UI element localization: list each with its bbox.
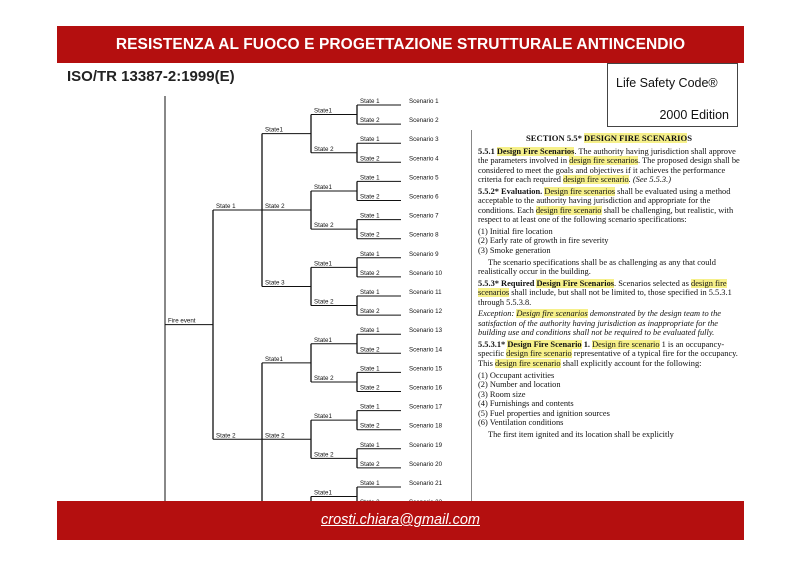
leaf-state-label: State 2 <box>360 269 380 277</box>
leaf-state-label: State 2 <box>360 384 380 392</box>
list-item: (3) Room size <box>478 389 526 399</box>
leaf-state-label: State 1 <box>360 327 380 335</box>
paragraph-last: The first item ignited and its location shall be explicitly <box>488 429 674 439</box>
scenario-label: Scenario 20 <box>409 460 443 468</box>
list-item: (6) Ventilation conditions <box>478 418 564 428</box>
scenario-label: Scenario 13 <box>409 327 443 335</box>
list-item: (3) Smoke generation <box>478 246 551 256</box>
scenario-label: Scenario 15 <box>409 365 443 373</box>
leaf-state-label: State 2 <box>360 308 380 316</box>
scenario-spec-list <box>478 227 740 256</box>
leaf-state-label: State 1 <box>360 250 380 258</box>
list-item: (1) Occupant activities <box>478 370 555 380</box>
leaf-state-label: State 1 <box>360 365 380 373</box>
leaf-state-label: State 2 <box>360 422 380 430</box>
scenario-label: Scenario 6 <box>409 193 439 201</box>
occupancy-list <box>478 371 740 428</box>
leaf-state-label: State 2 <box>360 155 380 163</box>
lsc-edition: 2000 Edition <box>659 108 729 122</box>
level1-state-label: State 2 <box>216 432 236 440</box>
leaf-state-label: State 2 <box>360 460 380 468</box>
level2-state-label: State1 <box>265 355 283 363</box>
life-safety-code-box <box>607 63 738 127</box>
leaf-state-label: State 1 <box>360 403 380 411</box>
scenario-label: Scenario 12 <box>409 308 443 316</box>
level3-state-label: State 2 <box>314 298 334 306</box>
list-item: (4) Furnishings and contents <box>478 399 574 409</box>
exception-note: Exception: Design fire scenarios demonstrated by the design team to the satisfaction of the authority having jurisdiction as inappropriate for the building use and conditions shall not be required to be evaluated fully. <box>478 309 721 338</box>
slide-title: RESISTENZA AL FUOCO E PROGETTAZIONE STRUTTURALE ANTINCENDIO <box>57 26 744 63</box>
level2-state-label: State 2 <box>265 203 285 211</box>
scenario-label: Scenario 18 <box>409 422 443 430</box>
paragraph-5-5-3: 5.5.3* Required Design Fire Scenarios. Scenarios selected as design fire scenarios shall include, but shall not be limited to, those specified in 5.5.3.1 through 5.5.3.8. <box>478 278 732 307</box>
leaf-state-label: State 2 <box>360 117 380 125</box>
lsc-title: Life Safety Code® <box>616 76 718 90</box>
leaf-state-label: State 1 <box>360 289 380 296</box>
level2-state-label: State1 <box>265 126 283 134</box>
paragraph-5-5-1: 5.5.1 Design Fire Scenarios. The authority having jurisdiction shall approve the parameters involved in design fire scenarios. The proposed design shall be considered to meet the goals and objectives if it achieves the performance criteria for each required design fire scenario. (See 5.5.3.) <box>478 146 740 185</box>
level3-state-label: State1 <box>314 336 332 344</box>
footer-email[interactable]: crosti.chiara@gmail.com <box>57 501 744 540</box>
level2-state-label: State 2 <box>265 432 285 440</box>
scenario-label: Scenario 2 <box>409 117 439 125</box>
list-item: (2) Early rate of growth in fire severity <box>478 236 609 246</box>
level3-state-label: State1 <box>314 489 332 497</box>
scenario-label: Scenario 11 <box>409 289 442 296</box>
leaf-state-label: State 1 <box>360 174 380 182</box>
slide <box>57 26 744 540</box>
code-excerpt <box>471 130 744 502</box>
leaf-state-label: State 1 <box>360 98 380 105</box>
scenario-label: Scenario 8 <box>409 231 439 239</box>
level3-state-label: State 2 <box>314 222 334 230</box>
leaf-state-label: State 2 <box>360 231 380 239</box>
level3-state-label: State1 <box>314 260 332 268</box>
leaf-state-label: State 1 <box>360 480 380 487</box>
list-item: (1) Initial fire location <box>478 226 553 236</box>
leaf-state-label: State 1 <box>360 136 380 144</box>
level3-state-label: State 2 <box>314 451 334 459</box>
leaf-state-label: State 2 <box>360 346 380 354</box>
iso-standard-title: ISO/TR 13387-2:1999(E) <box>67 68 235 85</box>
event-tree-diagram <box>57 63 471 501</box>
scenario-label: Scenario 16 <box>409 384 443 392</box>
scenario-label: Scenario 7 <box>409 212 439 220</box>
level1-state-label: State 1 <box>216 203 236 211</box>
leaf-state-label: State 1 <box>360 441 380 449</box>
section-heading: SECTION 5.5* DESIGN FIRE SCENARIOS <box>526 133 692 143</box>
scenario-label: Scenario 4 <box>409 155 439 163</box>
paragraph-5-5-3-1: 5.5.3.1* Design Fire Scenario 1. Design fire scenario 1 is an occupancy-specific design fire scenario representative of a typical fire for the occupancy. This design fire scenario shall explicitly account for the following: <box>478 339 738 369</box>
scenario-label: Scenario 21 <box>409 480 443 487</box>
paragraph-spec: The scenario specifications shall be as challenging as any that could realistically occur in the building. <box>478 257 716 277</box>
level3-state-label: State1 <box>314 183 332 191</box>
scenario-label: Scenario 14 <box>409 346 443 354</box>
level3-state-label: State1 <box>314 413 332 421</box>
leaf-state-label: State 1 <box>360 212 380 220</box>
list-item: (5) Fuel properties and ignition sources <box>478 408 610 418</box>
scenario-label: Scenario 17 <box>409 403 443 411</box>
leaf-state-label: State 2 <box>360 193 380 201</box>
scenario-label: Scenario 9 <box>409 250 439 258</box>
paragraph-5-5-2: 5.5.2* Evaluation. Design fire scenarios shall be evaluated using a method acceptable to the authority having jurisdiction and appropriate for the conditions. Each design fire scenario shall be challenging, but realistic, with respect to at least one of the following scenario specifications: <box>478 186 734 225</box>
scenario-label: Scenario 1 <box>409 98 439 105</box>
root-label: Fire event <box>168 317 196 325</box>
level3-state-label: State 2 <box>314 145 334 153</box>
scenario-label: Scenario 19 <box>409 441 443 449</box>
level3-state-label: State 2 <box>314 374 334 382</box>
scenario-label: Scenario 10 <box>409 269 443 277</box>
scenario-label: Scenario 5 <box>409 174 439 182</box>
scenario-label: Scenario 3 <box>409 136 439 144</box>
list-item: (2) Number and location <box>478 380 561 390</box>
level3-state-label: State1 <box>314 107 332 115</box>
level2-state-label: State 3 <box>265 279 285 287</box>
